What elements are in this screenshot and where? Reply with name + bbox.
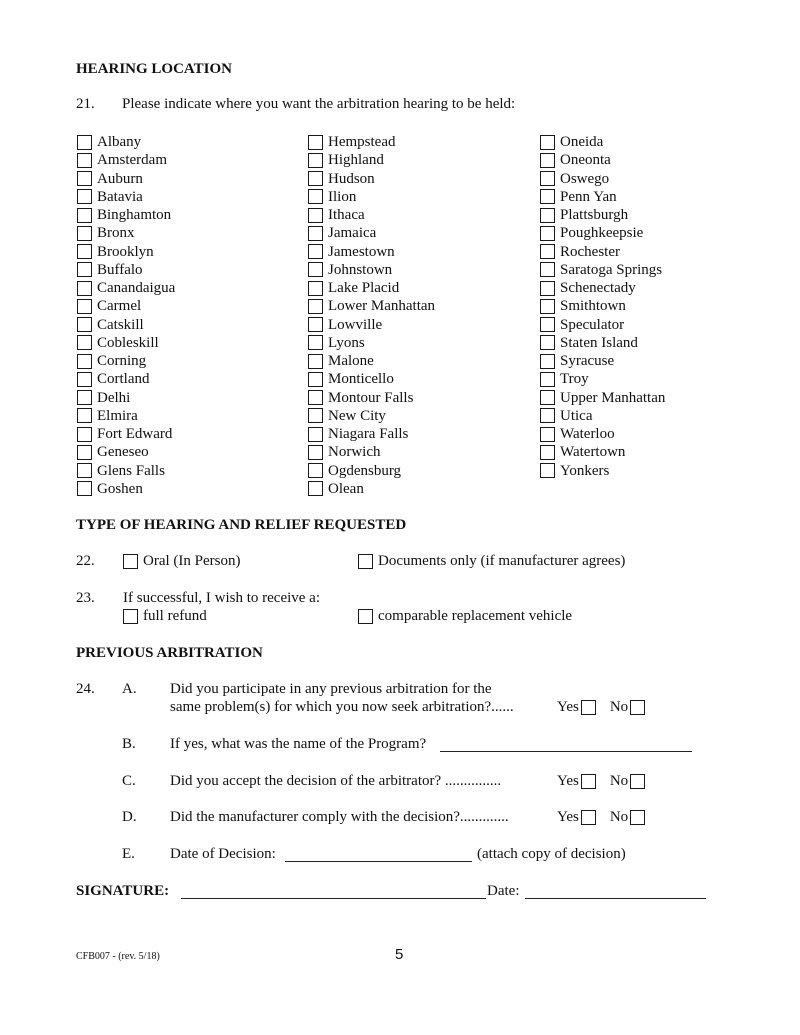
location-checkbox[interactable] — [308, 372, 323, 387]
option-oral-in-person[interactable] — [123, 553, 240, 570]
location-checkbox[interactable] — [308, 317, 323, 332]
question-24b-letter: B. — [122, 736, 136, 752]
location-label: Corning — [97, 353, 147, 370]
location-option[interactable] — [308, 407, 435, 425]
option-replacement-vehicle[interactable] — [358, 608, 572, 625]
location-option[interactable] — [540, 407, 665, 425]
question-22-number: 22. — [76, 553, 95, 569]
location-label: Geneseo — [97, 444, 149, 461]
24d-yes-checkbox[interactable] — [581, 810, 596, 825]
location-label: Saratoga Springs — [560, 261, 663, 278]
location-option[interactable] — [77, 224, 175, 242]
location-option[interactable] — [308, 224, 435, 242]
question-24d-letter: D. — [122, 809, 137, 825]
location-option[interactable] — [77, 206, 175, 224]
location-label: Highland — [328, 152, 384, 169]
oral-label: Oral (In Person) — [143, 553, 241, 569]
location-label: Rochester — [560, 243, 620, 260]
location-checkbox[interactable] — [308, 153, 323, 168]
location-label: Fort Edward — [97, 426, 173, 443]
location-label: Delhi — [97, 389, 131, 406]
option-full-refund[interactable] — [123, 608, 207, 625]
location-label: Hempstead — [328, 134, 396, 151]
location-option[interactable] — [77, 425, 175, 443]
question-24a-line2: same problem(s) for which you now seek arbitration?...... — [170, 699, 514, 715]
location-label: Hudson — [328, 170, 375, 187]
24a-yes-checkbox[interactable] — [581, 700, 596, 715]
question-24e-text: Date of Decision: — [170, 846, 276, 862]
location-option[interactable] — [77, 151, 175, 169]
24d-no-checkbox[interactable] — [630, 810, 645, 825]
location-checkbox[interactable] — [540, 208, 555, 223]
signature-field[interactable] — [181, 884, 486, 899]
location-label: Lowville — [328, 316, 383, 333]
location-label: Plattsburgh — [560, 207, 629, 224]
question-24a-letter: A. — [122, 681, 137, 697]
location-option[interactable] — [77, 352, 175, 370]
location-option[interactable] — [540, 316, 665, 334]
location-checkbox[interactable] — [308, 408, 323, 423]
no-label: No — [609, 699, 629, 715]
location-checkbox[interactable] — [77, 244, 92, 259]
location-option[interactable] — [77, 480, 175, 498]
location-label: Cortland — [97, 371, 150, 388]
location-label: Speculator — [560, 316, 625, 333]
location-checkbox[interactable] — [77, 135, 92, 150]
location-option[interactable] — [77, 407, 175, 425]
question-24d-answers — [557, 809, 645, 826]
location-label: Norwich — [328, 444, 381, 461]
section-heading-type-of-hearing: TYPE OF HEARING AND RELIEF REQUESTED — [76, 517, 407, 533]
location-label: Penn Yan — [560, 188, 617, 205]
location-checkbox[interactable] — [540, 372, 555, 387]
replacement-vehicle-checkbox[interactable] — [358, 609, 373, 624]
location-checkbox[interactable] — [308, 281, 323, 296]
location-label: Watertown — [560, 444, 626, 461]
location-checkbox[interactable] — [77, 463, 92, 478]
location-label: Smithtown — [560, 298, 626, 315]
program-name-field[interactable] — [440, 737, 692, 752]
location-checkbox[interactable] — [77, 299, 92, 314]
location-option[interactable] — [308, 425, 435, 443]
location-option[interactable] — [540, 188, 665, 206]
location-option[interactable] — [308, 370, 435, 388]
location-option[interactable] — [77, 370, 175, 388]
location-checkbox[interactable] — [308, 299, 323, 314]
location-checkbox[interactable] — [77, 153, 92, 168]
location-checkbox[interactable] — [77, 445, 92, 460]
location-option[interactable] — [77, 261, 175, 279]
location-label: Ogdensburg — [328, 462, 402, 479]
location-checkbox[interactable] — [308, 208, 323, 223]
full-refund-checkbox[interactable] — [123, 609, 138, 624]
location-checkbox[interactable] — [308, 171, 323, 186]
location-option[interactable] — [77, 133, 175, 151]
location-label: Troy — [560, 371, 589, 388]
location-checkbox[interactable] — [308, 262, 323, 277]
page-number: 5 — [395, 946, 404, 963]
no-label: No — [609, 773, 629, 789]
question-21-text: Please indicate where you want the arbitration hearing to be held: — [122, 96, 516, 112]
location-column-1 — [77, 133, 175, 498]
question-24d-text: Did the manufacturer comply with the decision?............. — [170, 809, 509, 825]
location-label: Staten Island — [560, 334, 638, 351]
location-option[interactable] — [77, 170, 175, 188]
location-option[interactable] — [540, 297, 665, 315]
location-checkbox[interactable] — [540, 427, 555, 442]
location-checkbox[interactable] — [540, 408, 555, 423]
location-option[interactable] — [308, 261, 435, 279]
location-option[interactable] — [77, 188, 175, 206]
form-code: CFB007 - (rev. 5/18) — [76, 951, 160, 962]
location-label: Malone — [328, 353, 374, 370]
location-label: Olean — [328, 480, 364, 497]
location-option[interactable] — [540, 352, 665, 370]
location-label: Batavia — [97, 188, 143, 205]
location-checkbox[interactable] — [308, 445, 323, 460]
location-option[interactable] — [77, 389, 175, 407]
documents-only-label: Documents only (if manufacturer agrees) — [378, 553, 626, 569]
location-checkbox[interactable] — [308, 481, 323, 496]
location-label: Ilion — [328, 188, 357, 205]
location-option[interactable] — [540, 224, 665, 242]
location-option[interactable] — [308, 462, 435, 480]
location-option[interactable] — [308, 352, 435, 370]
location-option[interactable] — [540, 389, 665, 407]
location-checkbox[interactable] — [540, 135, 555, 150]
no-label: No — [609, 809, 629, 825]
location-label: Johnstown — [328, 261, 393, 278]
location-label: Amsterdam — [97, 152, 167, 169]
question-24a-line1: Did you participate in any previous arbitration for the — [170, 681, 492, 697]
location-option[interactable] — [77, 462, 175, 480]
location-checkbox[interactable] — [77, 354, 92, 369]
location-option[interactable] — [540, 370, 665, 388]
signature-date-label: Date: — [487, 883, 520, 899]
location-label: Utica — [560, 407, 593, 424]
location-option[interactable] — [540, 206, 665, 224]
location-option[interactable] — [540, 243, 665, 261]
location-label: Auburn — [97, 170, 143, 187]
location-checkbox[interactable] — [77, 481, 92, 496]
location-checkbox[interactable] — [77, 427, 92, 442]
location-option[interactable] — [308, 170, 435, 188]
location-option[interactable] — [308, 206, 435, 224]
location-option[interactable] — [308, 480, 435, 498]
full-refund-label: full refund — [143, 608, 207, 624]
question-24a-answers — [557, 699, 645, 716]
location-option[interactable] — [308, 443, 435, 461]
location-label: Binghamton — [97, 207, 172, 224]
location-column-3 — [540, 133, 665, 480]
location-checkbox[interactable] — [540, 226, 555, 241]
location-checkbox[interactable] — [77, 262, 92, 277]
location-label: Glens Falls — [97, 462, 165, 479]
question-24c-text: Did you accept the decision of the arbitrator? ............... — [170, 773, 502, 789]
location-checkbox[interactable] — [308, 335, 323, 350]
location-option[interactable] — [77, 279, 175, 297]
location-label: Oneonta — [560, 152, 611, 169]
location-checkbox[interactable] — [540, 354, 555, 369]
location-option[interactable] — [540, 334, 665, 352]
location-option[interactable] — [308, 243, 435, 261]
location-option[interactable] — [540, 261, 665, 279]
yes-label: Yes — [557, 809, 579, 825]
location-checkbox[interactable] — [540, 244, 555, 259]
location-option[interactable] — [540, 279, 665, 297]
location-checkbox[interactable] — [540, 262, 555, 277]
location-checkbox[interactable] — [308, 427, 323, 442]
yes-label: Yes — [557, 699, 579, 715]
section-heading-hearing-location: HEARING LOCATION — [76, 61, 232, 77]
location-label: Albany — [97, 134, 142, 151]
oral-checkbox[interactable] — [123, 554, 138, 569]
location-label: Goshen — [97, 480, 143, 497]
location-checkbox[interactable] — [308, 189, 323, 204]
location-column-2 — [308, 133, 435, 498]
option-documents-only[interactable] — [358, 553, 625, 570]
location-label: Schenectady — [560, 280, 636, 297]
location-checkbox[interactable] — [308, 244, 323, 259]
location-label: Canandaigua — [97, 280, 176, 297]
location-checkbox[interactable] — [540, 171, 555, 186]
location-checkbox[interactable] — [540, 335, 555, 350]
documents-only-checkbox[interactable] — [358, 554, 373, 569]
location-checkbox[interactable] — [308, 135, 323, 150]
question-24-number: 24. — [76, 681, 95, 697]
location-option[interactable] — [308, 334, 435, 352]
location-checkbox[interactable] — [77, 281, 92, 296]
location-option[interactable] — [308, 133, 435, 151]
question-24e-suffix: (attach copy of decision) — [477, 846, 626, 862]
location-checkbox[interactable] — [540, 281, 555, 296]
location-label: Waterloo — [560, 426, 615, 443]
24a-no-checkbox[interactable] — [630, 700, 645, 715]
replacement-vehicle-label: comparable replacement vehicle — [378, 608, 573, 624]
question-23-number: 23. — [76, 590, 95, 606]
location-label: Jamaica — [328, 225, 377, 242]
question-24c-answers — [557, 773, 645, 790]
location-option[interactable] — [308, 151, 435, 169]
location-option[interactable] — [308, 297, 435, 315]
location-checkbox[interactable] — [540, 299, 555, 314]
location-checkbox[interactable] — [540, 153, 555, 168]
location-label: Oneida — [560, 134, 604, 151]
24c-no-checkbox[interactable] — [630, 774, 645, 789]
location-checkbox[interactable] — [77, 189, 92, 204]
location-checkbox[interactable] — [540, 189, 555, 204]
location-checkbox[interactable] — [540, 317, 555, 332]
location-label: Catskill — [97, 316, 144, 333]
location-label: Jamestown — [328, 243, 395, 260]
question-24e-letter: E. — [122, 846, 135, 862]
location-label: Bronx — [97, 225, 135, 242]
location-label: Buffalo — [97, 261, 143, 278]
signature-date-field[interactable] — [525, 884, 706, 899]
question-24c-letter: C. — [122, 773, 136, 789]
location-option[interactable] — [308, 389, 435, 407]
location-checkbox[interactable] — [77, 408, 92, 423]
location-option[interactable] — [540, 133, 665, 151]
location-checkbox[interactable] — [308, 226, 323, 241]
location-label: Carmel — [97, 298, 142, 315]
location-label: Upper Manhattan — [560, 389, 666, 406]
location-label: Montour Falls — [328, 389, 414, 406]
question-21-number: 21. — [76, 96, 95, 112]
location-label: Brooklyn — [97, 243, 154, 260]
location-option[interactable] — [540, 425, 665, 443]
location-label: Ithaca — [328, 207, 365, 224]
location-label: Elmira — [97, 407, 138, 424]
location-checkbox[interactable] — [308, 390, 323, 405]
location-checkbox[interactable] — [77, 372, 92, 387]
question-23-text: If successful, I wish to receive a: — [123, 590, 321, 606]
location-label: Lower Manhattan — [328, 298, 436, 315]
location-label: Yonkers — [560, 462, 610, 479]
location-checkbox[interactable] — [540, 390, 555, 405]
location-option[interactable] — [77, 316, 175, 334]
location-option[interactable] — [540, 462, 665, 480]
location-checkbox[interactable] — [77, 335, 92, 350]
location-label: Oswego — [560, 170, 610, 187]
location-checkbox[interactable] — [540, 463, 555, 478]
location-option[interactable] — [77, 443, 175, 461]
location-checkbox[interactable] — [77, 317, 92, 332]
location-label: Cobleskill — [97, 334, 159, 351]
location-label: Syracuse — [560, 353, 615, 370]
location-checkbox[interactable] — [77, 208, 92, 223]
location-option[interactable] — [77, 243, 175, 261]
location-checkbox[interactable] — [77, 171, 92, 186]
section-heading-previous-arbitration: PREVIOUS ARBITRATION — [76, 645, 263, 661]
location-label: Lake Placid — [328, 280, 400, 297]
date-of-decision-field[interactable] — [285, 847, 472, 862]
location-checkbox[interactable] — [540, 445, 555, 460]
location-label: New City — [328, 407, 386, 424]
location-label: Poughkeepsie — [560, 225, 644, 242]
location-label: Monticello — [328, 371, 394, 388]
location-checkbox[interactable] — [77, 390, 92, 405]
location-option[interactable] — [308, 188, 435, 206]
yes-label: Yes — [557, 773, 579, 789]
location-option[interactable] — [308, 279, 435, 297]
location-checkbox[interactable] — [308, 463, 323, 478]
location-label: Lyons — [328, 334, 365, 351]
location-option[interactable] — [77, 297, 175, 315]
24c-yes-checkbox[interactable] — [581, 774, 596, 789]
location-option[interactable] — [540, 170, 665, 188]
location-checkbox[interactable] — [308, 354, 323, 369]
location-label: Niagara Falls — [328, 426, 409, 443]
location-option[interactable] — [308, 316, 435, 334]
location-option[interactable] — [540, 151, 665, 169]
signature-label: SIGNATURE: — [76, 883, 170, 899]
location-option[interactable] — [540, 443, 665, 461]
question-24b-text: If yes, what was the name of the Program? — [170, 736, 427, 752]
location-option[interactable] — [77, 334, 175, 352]
location-checkbox[interactable] — [77, 226, 92, 241]
